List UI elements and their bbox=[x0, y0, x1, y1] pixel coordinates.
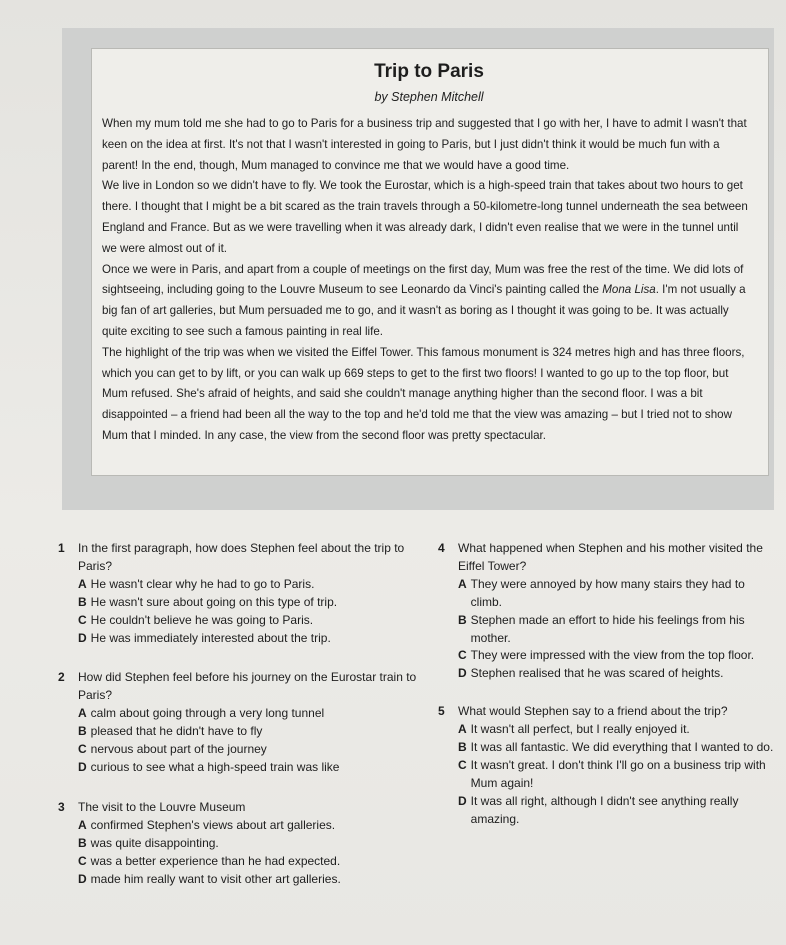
answer-option[interactable] bbox=[438, 576, 778, 612]
option-letter: C bbox=[78, 853, 87, 868]
story-paragraph-1: When my mum told me she had to go to Paris for a business trip and suggested that I go with her, I have to admit I wasn't that keen on the idea at first. It's not that I wasn't interested in going to Paris, but I just didn't think it would be much fun with a parent! In the end, though, Mum managed to convince me that we would have a good time. bbox=[102, 117, 747, 172]
question-2 bbox=[58, 669, 418, 776]
question-stem: In the first paragraph, how does Stephen feel about the trip to Paris? bbox=[78, 541, 405, 573]
answer-option[interactable] bbox=[438, 647, 778, 665]
story-paragraph-3 bbox=[102, 260, 756, 343]
question-3 bbox=[58, 799, 418, 889]
option-letter: D bbox=[78, 871, 87, 886]
option-text: was a better experience than he had expected. bbox=[90, 853, 341, 868]
answer-option[interactable] bbox=[58, 723, 418, 741]
option-text: It wasn't great. I don't think I'll go on a business trip with Mum again! bbox=[470, 757, 766, 790]
answer-option[interactable] bbox=[58, 871, 418, 889]
option-letter: B bbox=[78, 835, 87, 850]
option-text: nervous about part of the journey bbox=[90, 742, 267, 757]
option-text: It was all fantastic. We did everything that I wanted to do. bbox=[470, 740, 774, 755]
option-text: He couldn't believe he was going to Paris. bbox=[90, 612, 314, 627]
answer-option[interactable] bbox=[438, 721, 778, 739]
option-text: made him really want to visit other art galleries. bbox=[90, 871, 341, 886]
question-number: 3 bbox=[58, 799, 65, 814]
story-paragraph-3-end: . I'm not usually a big fan of art galleries, but Mum persuaded me to go, and it wasn't as boring as I thought it was going to be. It was actually quite exciting to see such a famous painting in real life. bbox=[102, 283, 746, 338]
option-letter: A bbox=[78, 576, 87, 591]
option-letter: A bbox=[78, 817, 87, 832]
option-text: confirmed Stephen's views about art galleries. bbox=[90, 817, 336, 832]
option-text: was quite disappointing. bbox=[90, 835, 219, 850]
option-text: He wasn't sure about going on this type of trip. bbox=[90, 594, 338, 609]
questions-left-column bbox=[58, 540, 418, 888]
option-text: It wasn't all perfect, but I really enjoyed it. bbox=[470, 722, 690, 737]
option-letter: D bbox=[78, 759, 87, 774]
answer-option[interactable] bbox=[58, 612, 418, 630]
option-letter: A bbox=[458, 576, 467, 591]
option-text: It was all right, although I didn't see anything really amazing. bbox=[470, 793, 739, 826]
option-letter: B bbox=[458, 612, 467, 627]
answer-option[interactable] bbox=[438, 739, 778, 757]
story-box bbox=[91, 48, 769, 476]
option-text: Stephen made an effort to hide his feelings from his mother. bbox=[470, 612, 745, 645]
option-letter: C bbox=[78, 742, 87, 757]
option-text: Stephen realised that he was scared of heights. bbox=[470, 666, 724, 681]
question-stem: What happened when Stephen and his mother visited the Eiffel Tower? bbox=[458, 541, 763, 573]
option-text: calm about going through a very long tunnel bbox=[90, 706, 325, 721]
option-letter: D bbox=[458, 793, 467, 808]
option-letter: B bbox=[78, 594, 87, 609]
question-1 bbox=[58, 540, 418, 647]
answer-option[interactable] bbox=[58, 630, 418, 648]
answer-option[interactable] bbox=[58, 759, 418, 777]
option-letter: C bbox=[458, 648, 467, 663]
answer-option[interactable] bbox=[438, 665, 778, 683]
option-text: He wasn't clear why he had to go to Paris. bbox=[90, 576, 315, 591]
answer-option[interactable] bbox=[58, 853, 418, 871]
questions-right-column bbox=[438, 540, 778, 829]
option-text: curious to see what a high-speed train was like bbox=[90, 759, 340, 774]
option-letter: A bbox=[78, 706, 87, 721]
question-number: 4 bbox=[438, 541, 445, 555]
option-letter: C bbox=[78, 612, 87, 627]
question-stem: What would Stephen say to a friend about the trip? bbox=[458, 704, 728, 719]
answer-option[interactable] bbox=[58, 576, 418, 594]
story-paragraph-4: The highlight of the trip was when we visited the Eiffel Tower. This famous monument is 324 metres high and has three floors, which you can get to by lift, or you can walk up 669 steps to get to the first two floors! I wanted to go up to the top floor, but Mum refused. She's afraid of heights, and said she couldn't manage anything higher than the second floor. I was a bit disappointed – a friend had been all the way to the top and he'd told me that the view was amazing – but I tried not to show Mum that I minded. In any case, the view from the second floor was pretty spectacular. bbox=[102, 345, 745, 442]
option-text: He was immediately interested about the trip. bbox=[90, 630, 331, 645]
story-author: by Stephen Mitchell bbox=[374, 90, 484, 104]
story-paragraph-2: We live in London so we didn't have to fly. We took the Eurostar, which is a high-speed train that takes about two hours to get there. I thought that I might be a bit scared as the train travels through a 50-kilometre-long tunnel underneath the sea between England and France. But as we were travelling when it was already dark, I didn't even realise that we were in the tunnel until we were almost out of it. bbox=[102, 179, 748, 255]
question-number: 2 bbox=[58, 670, 65, 685]
story-paragraph-3-start: Once we were in Paris, and apart from a couple of meetings on the first day, Mum was free the rest of the time. We did lots of sightseeing, including going to the Louvre Museum to see Leonardo da Vinci's painting called the bbox=[102, 262, 744, 297]
question-number: 5 bbox=[438, 704, 445, 719]
question-5 bbox=[438, 703, 778, 828]
answer-option[interactable] bbox=[58, 705, 418, 723]
question-stem: The visit to the Louvre Museum bbox=[78, 799, 246, 814]
option-text: pleased that he didn't have to fly bbox=[90, 724, 263, 739]
question-number: 1 bbox=[58, 541, 65, 555]
answer-option[interactable] bbox=[58, 817, 418, 835]
option-letter: B bbox=[458, 740, 467, 755]
option-letter: C bbox=[458, 757, 467, 772]
option-letter: A bbox=[458, 722, 467, 737]
option-text: They were impressed with the view from the top floor. bbox=[470, 648, 755, 663]
answer-option[interactable] bbox=[438, 757, 778, 793]
option-text: They were annoyed by how many stairs they had to climb. bbox=[470, 576, 745, 609]
question-stem: How did Stephen feel before his journey on the Eurostar train to Paris? bbox=[78, 670, 417, 703]
answer-option[interactable] bbox=[58, 835, 418, 853]
answer-option[interactable] bbox=[438, 612, 778, 648]
answer-option[interactable] bbox=[58, 741, 418, 759]
answer-option[interactable] bbox=[58, 594, 418, 612]
option-letter: D bbox=[458, 666, 467, 681]
question-4 bbox=[438, 540, 778, 683]
option-letter: B bbox=[78, 724, 87, 739]
answer-option[interactable] bbox=[438, 793, 778, 829]
painting-title: Mona Lisa bbox=[602, 283, 656, 297]
option-letter: D bbox=[78, 630, 87, 645]
story-title: Trip to Paris bbox=[374, 61, 484, 82]
